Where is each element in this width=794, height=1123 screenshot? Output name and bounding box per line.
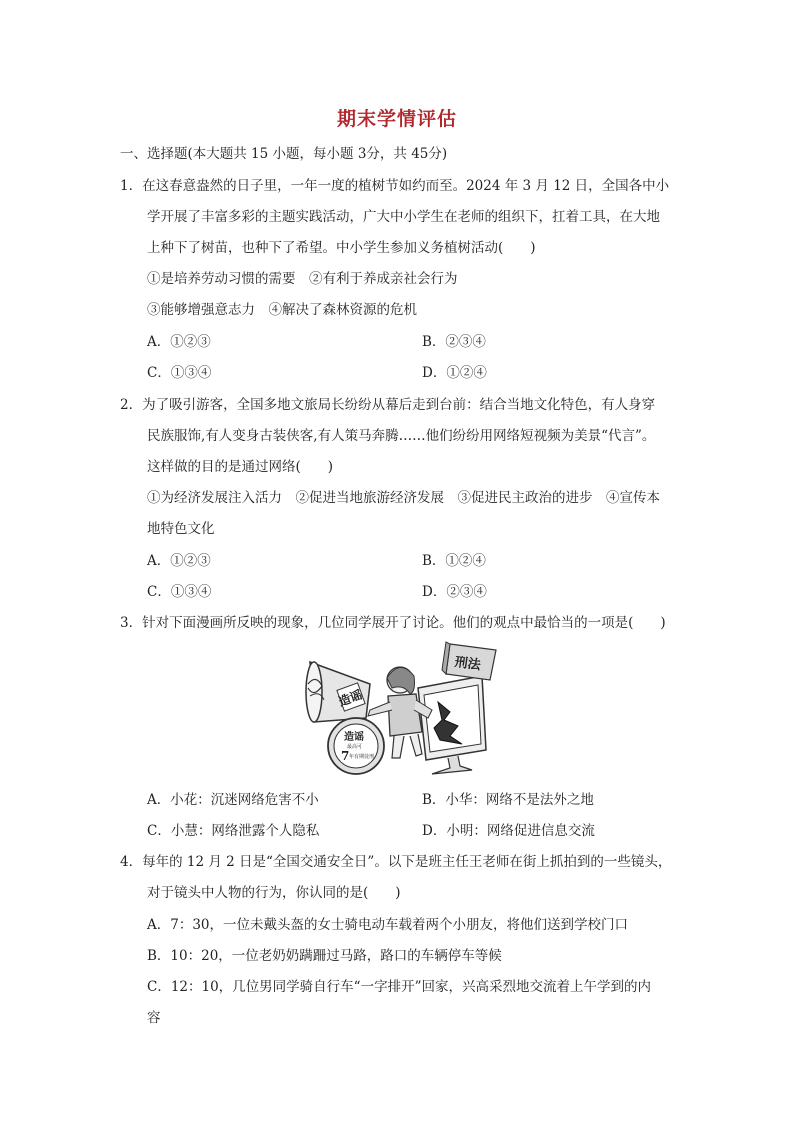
megaphone-text: 造谣	[336, 687, 365, 709]
q1-option-d[interactable]: D．①②④	[422, 365, 487, 381]
q4-option-c-continued: 容	[147, 1010, 161, 1026]
q2-line-3: 这样做的目的是通过网络( )	[147, 459, 334, 475]
q3-option-b[interactable]: B．小华：网络不是法外之地	[422, 792, 594, 808]
q1-option-c[interactable]: C．①③④	[147, 365, 212, 381]
q3-line-1: 3．针对下面漫画所反映的现象，几位同学展开了讨论。他们的观点中最恰当的一项是( )	[120, 615, 666, 631]
badge-small-text-2: 年有期徒刑	[349, 754, 375, 760]
q1-line-2: 学开展了丰富多彩的主题实践活动，广大中小学生在老师的组织下，扛着工具，在大地	[147, 209, 660, 225]
q1-option-a[interactable]: A．①②③	[147, 334, 211, 350]
q2-statement-1: ①为经济发展注入活力 ②促进当地旅游经济发展 ③促进民主政治的进步 ④宣传本	[147, 490, 660, 506]
page-title: 期末学情评估	[336, 108, 457, 130]
q3-option-d[interactable]: D．小明：网络促进信息交流	[422, 823, 595, 839]
megaphone-icon	[306, 662, 370, 722]
q4-line-1: 4．每年的 12 月 2 日是“全国交通安全日”。以下是班主任王老师在街上抓拍到的一些镜头，	[120, 854, 672, 870]
monitor-icon	[418, 676, 486, 774]
q1-option-b[interactable]: B．②③④	[422, 334, 486, 350]
badge-small-text-1: 最高可	[347, 744, 363, 750]
q4-option-b[interactable]: B．10：20，一位老奶奶蹒跚过马路，路口的车辆停车等候	[147, 948, 502, 964]
q2-statement-2: 地特色文化	[147, 521, 215, 537]
book-title-text: 刑法	[453, 654, 482, 674]
badge-main-text: 造谣	[344, 732, 364, 743]
rumor-badge-icon	[328, 718, 384, 774]
q2-option-c[interactable]: C．①③④	[147, 584, 212, 600]
q2-line-2: 民族服饰,有人变身古装侠客,有人策马奔腾……他们纷纷用网络短视频为美景“代言”。	[147, 428, 656, 444]
q4-line-2: 对于镜头中人物的行为，你认同的是( )	[147, 885, 401, 901]
q1-line-1: 1．在这春意盎然的日子里，一年一度的植树节如约而至。2024 年 3 月 12 日，全国各中小	[120, 178, 670, 194]
q1-statement-1: ①是培养劳动习惯的需要 ②有利于养成亲社会行为	[147, 271, 458, 287]
section-heading: 一、选择题(本大题共 15 小题，每小题 3分，共 45分)	[120, 146, 448, 162]
cartoon-illustration	[300, 640, 500, 778]
badge-number-text: 7	[341, 749, 350, 763]
q4-option-a[interactable]: A．7：30，一位未戴头盔的女士骑电动车载着两个小朋友，将他们送到学校门口	[147, 917, 629, 933]
q4-option-c[interactable]: C．12：10，几位男同学骑自行车“一字排开”回家，兴高采烈地交流着上午学到的内	[147, 979, 651, 995]
q2-option-a[interactable]: A．①②③	[147, 553, 211, 569]
criminal-law-book-icon	[442, 642, 496, 680]
q1-statement-2: ③能够增强意志力 ④解决了森林资源的危机	[147, 302, 417, 318]
q3-option-a[interactable]: A．小花：沉迷网络危害不小	[147, 792, 319, 808]
q2-option-b[interactable]: B．①②④	[422, 553, 486, 569]
q3-option-c[interactable]: C．小慧：网络泄露个人隐私	[147, 823, 320, 839]
q1-line-3: 上种下了树苗，也种下了希望。中小学生参加义务植树活动( )	[147, 240, 536, 256]
q2-line-1: 2．为了吸引游客，全国多地文旅局长纷纷从幕后走到台前：结合当地文化特色，有人身穿	[120, 397, 656, 413]
q2-option-d[interactable]: D．②③④	[422, 584, 487, 600]
